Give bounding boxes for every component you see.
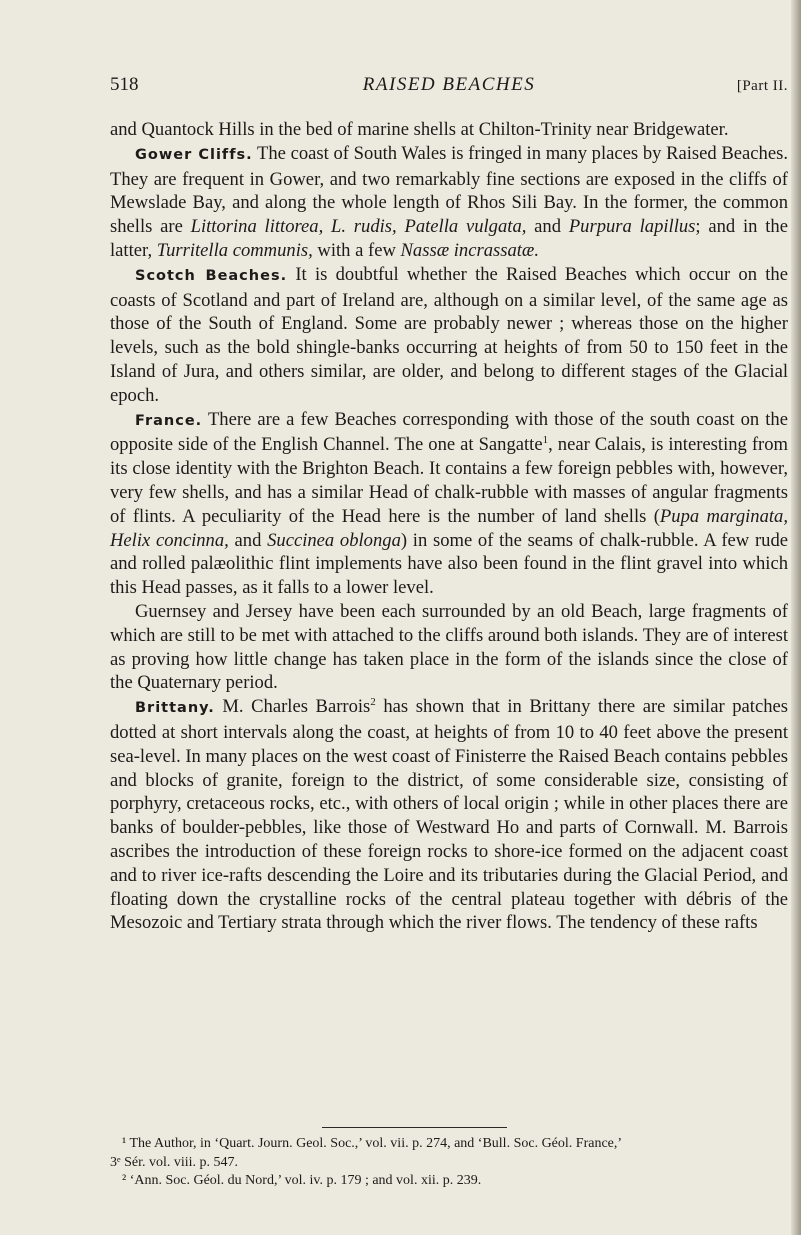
text-run: ; and in the latter, [110,216,788,261]
species-name: Turritella communis, [156,239,313,261]
paragraph-brittany [110,695,788,935]
running-title: RAISED BEACHES [362,74,536,95]
footnotes [110,1135,788,1191]
footnote-1-continued: 3ᵉ Sér. vol. viii. p. 547. [110,1154,239,1170]
species-name: Pupa marginata, Helix concinna, [110,505,788,551]
running-header [110,74,788,104]
paragraph-gower-cliffs [110,142,788,263]
page-number: 518 [110,74,139,95]
species-name: Littorina littorea, L. rudis, Patella vulgata, [190,216,527,238]
footnote-divider [322,1127,507,1128]
part-label: [Part II. [736,78,788,94]
text-run: M. Charles Barrois [214,696,371,718]
species-name: Succinea oblonga [267,529,401,551]
text-run: ) in some of the seams of chalk-rubble. A few rude and rolled palæolithic flint implements have also been found in the flint gravel into which this Head passes, as it falls to a lower level. [110,529,788,599]
species-name: Nassæ incrassatæ. [400,239,539,261]
footnote-ref-2[interactable]: 2 [370,696,376,709]
paragraph-guernsey-jersey: Guernsey and Jersey have been each surrounded by an old Beach, large fragments of which are still to be met with attached to the cliffs around both islands. They are of interest as proving how little change has taken place in the form of the islands since the close of the Quaternary period. [110,600,788,694]
text-run: and [526,216,569,238]
paragraph-continuation: and Quantock Hills in the bed of marine shells at Chilton-Trinity near Bridgewater. [110,119,729,140]
species-name: Purpura lapillus [568,216,696,238]
section-heading-scotch: Scotch Beaches. [135,267,288,284]
section-heading-france: France. [135,412,203,429]
paragraph-scotch-beaches [110,263,788,408]
footnote-2: ² ‘Ann. Soc. Géol. du Nord,’ vol. iv. p. 179 ; and vol. xii. p. 239. [122,1173,482,1188]
footnote-ref-1[interactable]: 1 [542,434,549,447]
text-run: and [228,529,268,551]
page-edge-shadow [791,0,801,1235]
body-text [110,118,788,935]
paragraph-france [110,408,788,600]
text-run: , near Calais, is interesting from its close identity with the Brighton Beach. It contains a few foreign pebbles with, however, very few shells, and has a similar Head of chalk-rubble with masses of angular fragments of flints. A peculiarity of the Head here is the number of land shells ( [110,434,788,527]
text-run: The coast of South Wales is fringed in many places by Raised Beaches. They are frequent in Gower, and two remarkably fine sections are exposed in the cliffs of Mewslade Bay, and along the whole length of Rhos Sili Bay. In the former, the common shells are [110,142,788,238]
footnote-1: ¹ The Author, in ‘Quart. Journ. Geol. Soc.,’ vol. vii. p. 274, and ‘Bull. Soc. Géol. France,’ [122,1136,623,1151]
text-run: has shown that in Brittany there are similar patches dotted at short intervals along the coast, at heights of from 10 to 40 feet above the present sea-level. In many places on the west coast of Finisterre the Raised Beach contains pebbles and blocks of granite, foreign to the district, of some considerable size, consisting of porphyry, cretaceous rocks, etc., with others of local origin ; while in other places there are banks of boulder-pebbles, like those of Westward Ho and parts of Cornwall. M. Barrois ascribes the introduction of these foreign rocks to shore-ice formed on the adjacent coast and to river ice-rafts descending the Loire and its tributaries during the Glacial Period, and floating down the crystalline rocks of the central plateau together with débris of the Mesozoic and Tertiary strata through which the river flows. The tendency of these rafts [110,696,788,934]
text-run: It is doubtful whether the Raised Beaches which occur on the coasts of Scotland and part of Ireland are, although on a similar level, of the same age as those of the South of England. Some are probably newer ; whereas those on the higher levels, such as the bold shingle-banks occurring at heights of from 50 to 150 feet in the Island of Jura, and others similar, are older, and belong to different stages of the Glacial epoch. [110,263,788,406]
section-heading-brittany: Brittany. [135,700,215,717]
text-run: There are a few Beaches corresponding with those of the south coast on the opposite side of the English Channel. The one at Sangatte [110,408,788,456]
section-heading-gower: Gower Cliffs. [135,146,253,163]
text-run: with a few [312,239,401,261]
